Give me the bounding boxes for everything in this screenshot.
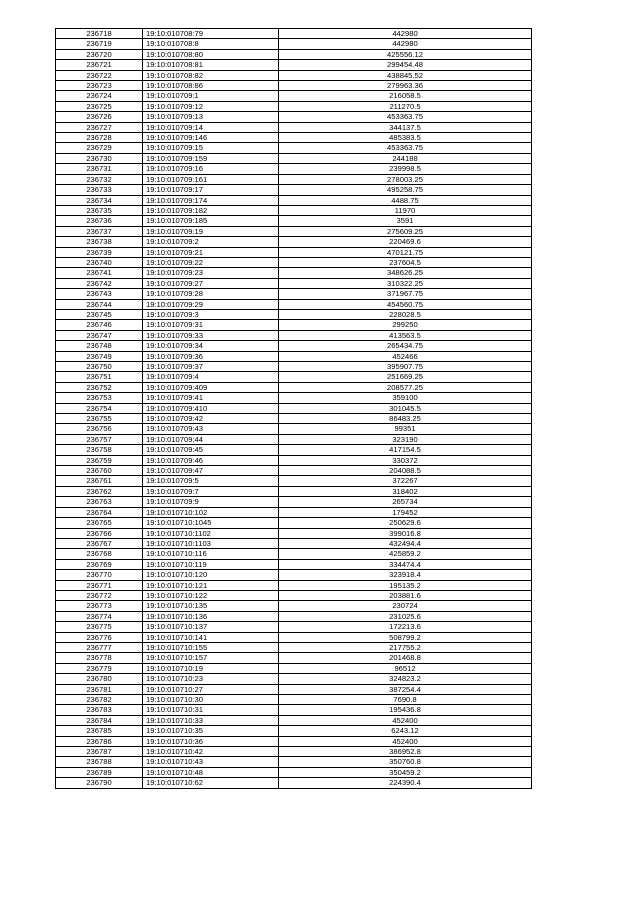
cadastral-number-cell: 19:10:010710:102 xyxy=(143,507,279,517)
cadastral-number-cell: 19:10:010708:86 xyxy=(143,81,279,91)
table-row xyxy=(56,247,532,257)
value-cell: 96512 xyxy=(279,663,532,673)
table-row xyxy=(56,570,532,580)
value-cell: 442980 xyxy=(279,29,532,39)
cadastral-number-cell: 19:10:010710:33 xyxy=(143,715,279,725)
table-row xyxy=(56,726,532,736)
row-number-cell: 236737 xyxy=(56,226,143,236)
value-cell: 204088.5 xyxy=(279,466,532,476)
value-cell: 86483.25 xyxy=(279,414,532,424)
table-row xyxy=(56,393,532,403)
row-number-cell: 236770 xyxy=(56,570,143,580)
table-row xyxy=(56,49,532,59)
cadastral-number-cell: 19:10:010710:1103 xyxy=(143,538,279,548)
table-row xyxy=(56,507,532,517)
value-cell: 224390.4 xyxy=(279,778,532,788)
table-row xyxy=(56,216,532,226)
row-number-cell: 236789 xyxy=(56,767,143,777)
table-row xyxy=(56,164,532,174)
row-number-cell: 236731 xyxy=(56,164,143,174)
value-cell: 452400 xyxy=(279,715,532,725)
value-cell: 432494.4 xyxy=(279,538,532,548)
cadastral-number-cell: 19:10:010709:44 xyxy=(143,434,279,444)
cadastral-number-cell: 19:10:010709:19 xyxy=(143,226,279,236)
row-number-cell: 236771 xyxy=(56,580,143,590)
row-number-cell: 236751 xyxy=(56,372,143,382)
value-cell: 208577.25 xyxy=(279,382,532,392)
cadastral-number-cell: 19:10:010709:31 xyxy=(143,320,279,330)
table-row xyxy=(56,497,532,507)
cadastral-number-cell: 19:10:010709:16 xyxy=(143,164,279,174)
row-number-cell: 236719 xyxy=(56,39,143,49)
row-number-cell: 236718 xyxy=(56,29,143,39)
table-row xyxy=(56,663,532,673)
table-row xyxy=(56,382,532,392)
row-number-cell: 236743 xyxy=(56,289,143,299)
value-cell: 399016.8 xyxy=(279,528,532,538)
value-cell: 318402 xyxy=(279,486,532,496)
value-cell: 230724 xyxy=(279,601,532,611)
value-cell: 452400 xyxy=(279,736,532,746)
row-number-cell: 236783 xyxy=(56,705,143,715)
table-row xyxy=(56,70,532,80)
row-number-cell: 236755 xyxy=(56,414,143,424)
cadastral-number-cell: 19:10:010709:21 xyxy=(143,247,279,257)
row-number-cell: 236788 xyxy=(56,757,143,767)
table-row xyxy=(56,778,532,788)
value-cell: 453363.75 xyxy=(279,112,532,122)
value-cell: 453363.75 xyxy=(279,143,532,153)
table-row xyxy=(56,403,532,413)
row-number-cell: 236725 xyxy=(56,101,143,111)
cadastral-number-cell: 19:10:010709:1 xyxy=(143,91,279,101)
row-number-cell: 236758 xyxy=(56,445,143,455)
cadastral-number-cell: 19:10:010710:43 xyxy=(143,757,279,767)
value-cell: 425859.2 xyxy=(279,549,532,559)
value-cell: 344137.5 xyxy=(279,122,532,132)
value-cell: 250629.6 xyxy=(279,518,532,528)
row-number-cell: 236763 xyxy=(56,497,143,507)
table-body xyxy=(56,29,532,789)
row-number-cell: 236738 xyxy=(56,237,143,247)
cadastral-number-cell: 19:10:010709:36 xyxy=(143,351,279,361)
row-number-cell: 236739 xyxy=(56,247,143,257)
cadastral-number-cell: 19:10:010709:47 xyxy=(143,466,279,476)
row-number-cell: 236744 xyxy=(56,299,143,309)
table-row xyxy=(56,153,532,163)
table-row xyxy=(56,424,532,434)
cadastral-number-cell: 19:10:010710:31 xyxy=(143,705,279,715)
row-number-cell: 236724 xyxy=(56,91,143,101)
cadastral-number-cell: 19:10:010710:35 xyxy=(143,726,279,736)
table-row xyxy=(56,309,532,319)
value-cell: 413563.5 xyxy=(279,330,532,340)
row-number-cell: 236746 xyxy=(56,320,143,330)
value-cell: 201468.8 xyxy=(279,653,532,663)
row-number-cell: 236762 xyxy=(56,486,143,496)
row-number-cell: 236778 xyxy=(56,653,143,663)
value-cell: 485383.5 xyxy=(279,133,532,143)
row-number-cell: 236759 xyxy=(56,455,143,465)
value-cell: 387254.4 xyxy=(279,684,532,694)
value-cell: 275609.25 xyxy=(279,226,532,236)
row-number-cell: 236754 xyxy=(56,403,143,413)
value-cell: 323190 xyxy=(279,434,532,444)
row-number-cell: 236773 xyxy=(56,601,143,611)
table-row xyxy=(56,767,532,777)
value-cell: 195436.8 xyxy=(279,705,532,715)
table-row xyxy=(56,434,532,444)
value-cell: 425556.12 xyxy=(279,49,532,59)
row-number-cell: 236757 xyxy=(56,434,143,444)
value-cell: 7690.8 xyxy=(279,695,532,705)
cadastral-number-cell: 19:10:010709:14 xyxy=(143,122,279,132)
value-cell: 470121.75 xyxy=(279,247,532,257)
value-cell: 310322.25 xyxy=(279,278,532,288)
cadastral-number-cell: 19:10:010709:45 xyxy=(143,445,279,455)
table-row xyxy=(56,486,532,496)
cadastral-number-cell: 19:10:010710:121 xyxy=(143,580,279,590)
cadastral-number-cell: 19:10:010710:141 xyxy=(143,632,279,642)
table-row xyxy=(56,205,532,215)
value-cell: 4488.75 xyxy=(279,195,532,205)
value-cell: 217755.2 xyxy=(279,642,532,652)
cadastral-number-cell: 19:10:010710:120 xyxy=(143,570,279,580)
cadastral-number-cell: 19:10:010710:1045 xyxy=(143,518,279,528)
cadastral-number-cell: 19:10:010710:122 xyxy=(143,590,279,600)
value-cell: 265734 xyxy=(279,497,532,507)
row-number-cell: 236772 xyxy=(56,590,143,600)
table-row xyxy=(56,101,532,111)
row-number-cell: 236769 xyxy=(56,559,143,569)
table-row xyxy=(56,549,532,559)
cadastral-number-cell: 19:10:010709:182 xyxy=(143,205,279,215)
table-row xyxy=(56,320,532,330)
value-cell: 203881.6 xyxy=(279,590,532,600)
value-cell: 228028.5 xyxy=(279,309,532,319)
row-number-cell: 236730 xyxy=(56,153,143,163)
table-row xyxy=(56,538,532,548)
row-number-cell: 236740 xyxy=(56,257,143,267)
value-cell: 334474.4 xyxy=(279,559,532,569)
table-row xyxy=(56,653,532,663)
cadastral-number-cell: 19:10:010709:41 xyxy=(143,393,279,403)
table-row xyxy=(56,330,532,340)
row-number-cell: 236774 xyxy=(56,611,143,621)
row-number-cell: 236784 xyxy=(56,715,143,725)
row-number-cell: 236767 xyxy=(56,538,143,548)
cadastral-number-cell: 19:10:010710:19 xyxy=(143,663,279,673)
table-row xyxy=(56,174,532,184)
table-row xyxy=(56,372,532,382)
cadastral-number-cell: 19:10:010709:9 xyxy=(143,497,279,507)
cadastral-number-cell: 19:10:010708:82 xyxy=(143,70,279,80)
value-cell: 299454.48 xyxy=(279,60,532,70)
row-number-cell: 236786 xyxy=(56,736,143,746)
row-number-cell: 236732 xyxy=(56,174,143,184)
cadastral-number-cell: 19:10:010709:12 xyxy=(143,101,279,111)
row-number-cell: 236734 xyxy=(56,195,143,205)
table-row xyxy=(56,226,532,236)
row-number-cell: 236735 xyxy=(56,205,143,215)
value-cell: 278003.25 xyxy=(279,174,532,184)
cadastral-number-cell: 19:10:010709:174 xyxy=(143,195,279,205)
value-cell: 244188 xyxy=(279,153,532,163)
cadastral-number-cell: 19:10:010710:30 xyxy=(143,695,279,705)
cadastral-number-cell: 19:10:010709:28 xyxy=(143,289,279,299)
table-row xyxy=(56,695,532,705)
cadastral-number-cell: 19:10:010710:48 xyxy=(143,767,279,777)
value-cell: 179452 xyxy=(279,507,532,517)
table-row xyxy=(56,81,532,91)
cadastral-number-cell: 19:10:010710:135 xyxy=(143,601,279,611)
row-number-cell: 236766 xyxy=(56,528,143,538)
table-row xyxy=(56,590,532,600)
cadastral-number-cell: 19:10:010708:81 xyxy=(143,60,279,70)
value-cell: 372267 xyxy=(279,476,532,486)
table-row xyxy=(56,632,532,642)
table-row xyxy=(56,362,532,372)
table-row xyxy=(56,757,532,767)
table-row xyxy=(56,29,532,39)
value-cell: 195135.2 xyxy=(279,580,532,590)
value-cell: 3591 xyxy=(279,216,532,226)
table-row xyxy=(56,341,532,351)
table-row xyxy=(56,455,532,465)
cadastral-number-cell: 19:10:010710:136 xyxy=(143,611,279,621)
cadastral-number-cell: 19:10:010710:23 xyxy=(143,674,279,684)
row-number-cell: 236741 xyxy=(56,268,143,278)
cadastral-number-cell: 19:10:010710:157 xyxy=(143,653,279,663)
value-cell: 348626.25 xyxy=(279,268,532,278)
cadastral-number-cell: 19:10:010709:23 xyxy=(143,268,279,278)
cadastral-number-cell: 19:10:010709:410 xyxy=(143,403,279,413)
value-cell: 231025.6 xyxy=(279,611,532,621)
cadastral-number-cell: 19:10:010710:62 xyxy=(143,778,279,788)
table-row xyxy=(56,237,532,247)
value-cell: 216058.5 xyxy=(279,91,532,101)
value-cell: 330372 xyxy=(279,455,532,465)
table-row xyxy=(56,60,532,70)
table-row xyxy=(56,476,532,486)
table-row xyxy=(56,351,532,361)
table-row xyxy=(56,257,532,267)
row-number-cell: 236726 xyxy=(56,112,143,122)
cadastral-number-cell: 19:10:010709:42 xyxy=(143,414,279,424)
value-cell: 239998.5 xyxy=(279,164,532,174)
row-number-cell: 236775 xyxy=(56,622,143,632)
value-cell: 350459.2 xyxy=(279,767,532,777)
table-row xyxy=(56,528,532,538)
row-number-cell: 236748 xyxy=(56,341,143,351)
row-number-cell: 236728 xyxy=(56,133,143,143)
cadastral-number-cell: 19:10:010708:8 xyxy=(143,39,279,49)
row-number-cell: 236720 xyxy=(56,49,143,59)
value-cell: 323918.4 xyxy=(279,570,532,580)
value-cell: 359100 xyxy=(279,393,532,403)
cadastral-number-cell: 19:10:010710:42 xyxy=(143,747,279,757)
value-cell: 442980 xyxy=(279,39,532,49)
table-row xyxy=(56,299,532,309)
row-number-cell: 236760 xyxy=(56,466,143,476)
table-row xyxy=(56,268,532,278)
row-number-cell: 236785 xyxy=(56,726,143,736)
value-cell: 251669.25 xyxy=(279,372,532,382)
value-cell: 6243.12 xyxy=(279,726,532,736)
cadastral-number-cell: 19:10:010709:46 xyxy=(143,455,279,465)
table-row xyxy=(56,414,532,424)
table-row xyxy=(56,518,532,528)
row-number-cell: 236777 xyxy=(56,642,143,652)
value-cell: 324823.2 xyxy=(279,674,532,684)
cadastral-number-cell: 19:10:010710:27 xyxy=(143,684,279,694)
value-cell: 220469.6 xyxy=(279,237,532,247)
row-number-cell: 236782 xyxy=(56,695,143,705)
row-number-cell: 236722 xyxy=(56,70,143,80)
cadastral-number-cell: 19:10:010710:137 xyxy=(143,622,279,632)
table-row xyxy=(56,674,532,684)
row-number-cell: 236750 xyxy=(56,362,143,372)
table-row xyxy=(56,133,532,143)
table-row xyxy=(56,601,532,611)
table-row xyxy=(56,736,532,746)
cadastral-number-cell: 19:10:010709:15 xyxy=(143,143,279,153)
table-row xyxy=(56,466,532,476)
row-number-cell: 236761 xyxy=(56,476,143,486)
row-number-cell: 236747 xyxy=(56,330,143,340)
table-row xyxy=(56,611,532,621)
row-number-cell: 236776 xyxy=(56,632,143,642)
value-cell: 417154.5 xyxy=(279,445,532,455)
cadastral-number-cell: 19:10:010709:27 xyxy=(143,278,279,288)
cadastral-number-cell: 19:10:010709:34 xyxy=(143,341,279,351)
table-row xyxy=(56,622,532,632)
cadastral-number-cell: 19:10:010708:80 xyxy=(143,49,279,59)
row-number-cell: 236721 xyxy=(56,60,143,70)
row-number-cell: 236780 xyxy=(56,674,143,684)
cadastral-number-cell: 19:10:010709:5 xyxy=(143,476,279,486)
value-cell: 395907.75 xyxy=(279,362,532,372)
cadastral-number-cell: 19:10:010710:155 xyxy=(143,642,279,652)
row-number-cell: 236781 xyxy=(56,684,143,694)
table-row xyxy=(56,143,532,153)
cadastral-number-cell: 19:10:010709:29 xyxy=(143,299,279,309)
cadastral-number-cell: 19:10:010709:37 xyxy=(143,362,279,372)
table-row xyxy=(56,559,532,569)
table-row xyxy=(56,112,532,122)
table-row xyxy=(56,91,532,101)
value-cell: 371967.75 xyxy=(279,289,532,299)
value-cell: 299250 xyxy=(279,320,532,330)
value-cell: 265434.75 xyxy=(279,341,532,351)
cadastral-number-cell: 19:10:010709:409 xyxy=(143,382,279,392)
row-number-cell: 236753 xyxy=(56,393,143,403)
row-number-cell: 236764 xyxy=(56,507,143,517)
table-row xyxy=(56,289,532,299)
row-number-cell: 236729 xyxy=(56,143,143,153)
cadastral-number-cell: 19:10:010709:185 xyxy=(143,216,279,226)
cadastral-number-cell: 19:10:010710:116 xyxy=(143,549,279,559)
table-row xyxy=(56,715,532,725)
cadastral-number-cell: 19:10:010710:1102 xyxy=(143,528,279,538)
cadastral-number-cell: 19:10:010709:146 xyxy=(143,133,279,143)
value-cell: 301045.5 xyxy=(279,403,532,413)
table-row xyxy=(56,642,532,652)
row-number-cell: 236752 xyxy=(56,382,143,392)
row-number-cell: 236749 xyxy=(56,351,143,361)
value-cell: 172213.6 xyxy=(279,622,532,632)
value-cell: 211270.5 xyxy=(279,101,532,111)
value-cell: 508799.2 xyxy=(279,632,532,642)
table-row xyxy=(56,195,532,205)
cadastral-number-cell: 19:10:010709:3 xyxy=(143,309,279,319)
row-number-cell: 236723 xyxy=(56,81,143,91)
value-cell: 495258.75 xyxy=(279,185,532,195)
cadastral-number-cell: 19:10:010709:22 xyxy=(143,257,279,267)
row-number-cell: 236765 xyxy=(56,518,143,528)
cadastral-number-cell: 19:10:010709:4 xyxy=(143,372,279,382)
value-cell: 279963.36 xyxy=(279,81,532,91)
cadastral-number-cell: 19:10:010708:79 xyxy=(143,29,279,39)
row-number-cell: 236727 xyxy=(56,122,143,132)
table-row xyxy=(56,705,532,715)
cadastral-number-cell: 19:10:010710:119 xyxy=(143,559,279,569)
cadastral-number-cell: 19:10:010709:2 xyxy=(143,237,279,247)
cadastral-number-cell: 19:10:010709:7 xyxy=(143,486,279,496)
value-cell: 438845.52 xyxy=(279,70,532,80)
value-cell: 99351 xyxy=(279,424,532,434)
cadastral-number-cell: 19:10:010709:13 xyxy=(143,112,279,122)
row-number-cell: 236756 xyxy=(56,424,143,434)
table-row xyxy=(56,185,532,195)
value-cell: 452466 xyxy=(279,351,532,361)
row-number-cell: 236742 xyxy=(56,278,143,288)
cadastral-number-cell: 19:10:010710:36 xyxy=(143,736,279,746)
value-cell: 11970 xyxy=(279,205,532,215)
cadastral-number-cell: 19:10:010709:17 xyxy=(143,185,279,195)
table-row xyxy=(56,747,532,757)
table-row xyxy=(56,684,532,694)
table-row xyxy=(56,580,532,590)
row-number-cell: 236790 xyxy=(56,778,143,788)
row-number-cell: 236787 xyxy=(56,747,143,757)
table-row xyxy=(56,445,532,455)
table-row xyxy=(56,39,532,49)
cadastral-number-cell: 19:10:010709:33 xyxy=(143,330,279,340)
data-table xyxy=(55,28,532,789)
table-row xyxy=(56,278,532,288)
cadastral-number-cell: 19:10:010709:43 xyxy=(143,424,279,434)
cadastral-number-cell: 19:10:010709:161 xyxy=(143,174,279,184)
row-number-cell: 236745 xyxy=(56,309,143,319)
row-number-cell: 236736 xyxy=(56,216,143,226)
value-cell: 237604.5 xyxy=(279,257,532,267)
value-cell: 454560.75 xyxy=(279,299,532,309)
row-number-cell: 236768 xyxy=(56,549,143,559)
value-cell: 386952.8 xyxy=(279,747,532,757)
row-number-cell: 236779 xyxy=(56,663,143,673)
table-row xyxy=(56,122,532,132)
cadastral-number-cell: 19:10:010709:159 xyxy=(143,153,279,163)
row-number-cell: 236733 xyxy=(56,185,143,195)
value-cell: 350760.8 xyxy=(279,757,532,767)
